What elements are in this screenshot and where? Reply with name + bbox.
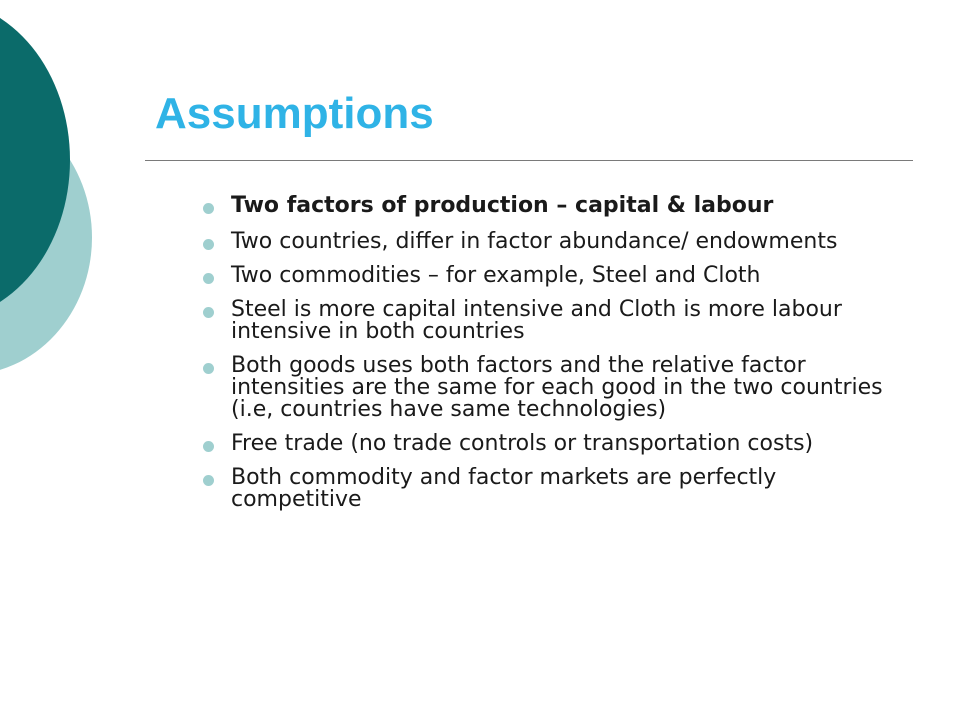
bullet-item — [200, 231, 910, 253]
bullet-dot-icon — [203, 239, 214, 250]
bullet-item — [200, 265, 910, 287]
bullet-list — [200, 195, 910, 523]
bullet-item — [200, 433, 910, 455]
bullet-dot-icon — [203, 273, 214, 284]
bullet-text: Two factors of production – capital & labour — [231, 193, 774, 218]
bullet-item — [200, 195, 910, 217]
bullet-item — [200, 467, 910, 511]
bullet-dot-icon — [203, 475, 214, 486]
bullet-dot-icon — [203, 363, 214, 374]
bullet-item — [200, 299, 910, 343]
title-divider — [145, 160, 913, 161]
bullet-text: Both commodity and factor markets are perfectly competitive — [231, 465, 777, 512]
bullet-text: Steel is more capital intensive and Cloth is more labour intensive in both countries — [231, 297, 842, 344]
bullet-dot-icon — [203, 203, 214, 214]
bullet-text: Two countries, differ in factor abundance/ endowments — [231, 229, 838, 254]
bullet-text: Both goods uses both factors and the relative factor intensities are the same for each good in the two countries (i.e, countries have same technologies) — [231, 353, 883, 422]
bullet-text: Free trade (no trade controls or transportation costs) — [231, 431, 814, 456]
bullet-text: Two commodities – for example, Steel and Cloth — [231, 263, 761, 288]
bullet-dot-icon — [203, 307, 214, 318]
bullet-item — [200, 355, 910, 421]
slide-title: Assumptions — [155, 89, 434, 138]
bullet-dot-icon — [203, 441, 214, 452]
